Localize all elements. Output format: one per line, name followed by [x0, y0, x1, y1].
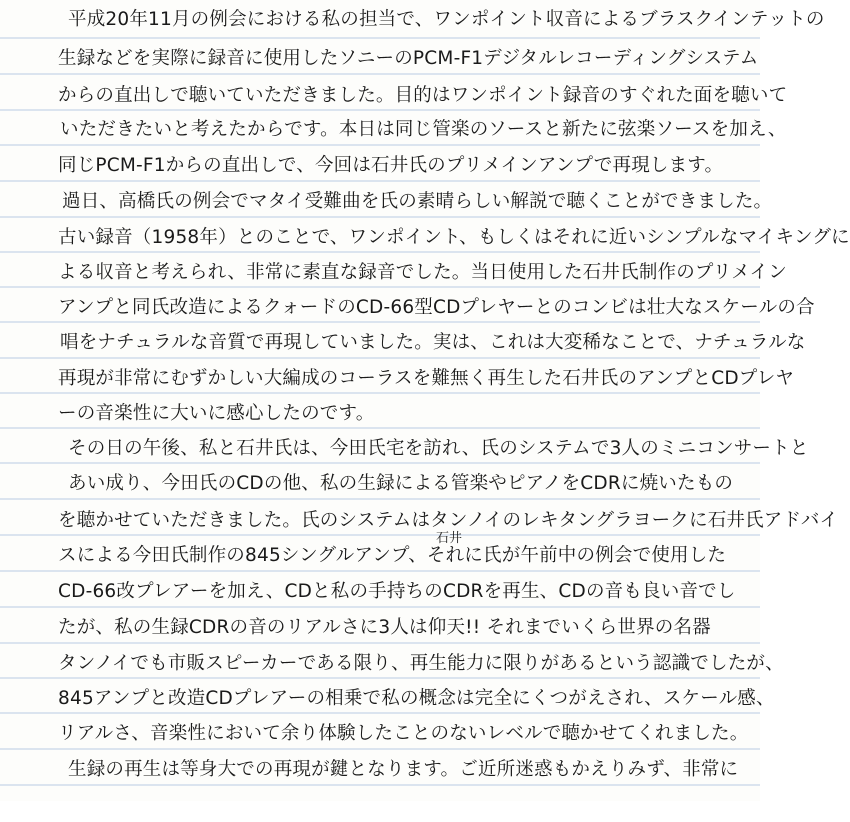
text-line: 平成20年11月の例会における私の担当で、ワンポイント収音によるブラスクインテットの [68, 9, 825, 30]
text-line: 生録の再生は等身大での再現が鍵となります。ご近所迷惑もかえりみず、非常に [68, 759, 739, 780]
text-line [0, 790, 818, 822]
text-line: 生録などを実際に録音に使用したソニーのPCM-F1デジタルレコーディングシステム [58, 48, 759, 69]
text-line: たが、私の生録CDRの音のリアルさに3人は仰天!! それまでいくら世界の名器 [58, 617, 711, 638]
text-line: を聴かせていただきました。氏のシステムはタンノイのレキタングラヨークに石井氏アドバイ [58, 510, 839, 531]
text-line: いただきたいと考えたからです。本日は同じ管楽のソースと新たに弦楽ソースを加え、 [60, 119, 787, 140]
inserted-annotation: 石井 [436, 531, 463, 546]
text-line: よる収音と考えられ、非常に素直な録音でした。当日使用した石井氏制作のプリメイン [58, 262, 787, 283]
text-line: 再現が非常にむずかしい大編成のコーラスを難無く再生した石井氏のアンプとCDプレヤ [58, 368, 795, 389]
text-line: からの直出しで聴いていただきました。目的はワンポイント録音のすぐれた面を聴いて [58, 85, 788, 106]
text-line: 845アンプと改造CDプレアーの相乗で私の概念は完全にくつがえされ、スケール感、 [58, 688, 775, 709]
text-line: ーの音楽性に大いに感心したのです。 [58, 403, 375, 424]
text-line: 過日、高橋氏の例会でマタイ受難曲を氏の素晴らしい解説で聴くことができました。 [62, 191, 773, 212]
text-line: アンプと同氏改造によるクォードのCD-66型CDプレヤーとのコンビは壮大なスケールの合 [58, 297, 815, 318]
text-line: CD-66改プレアーを加え、CDと私の手持ちのCDRを再生、CDの音も良い音でし [58, 581, 736, 602]
text-line: リアルさ、音楽性において余り体験したことのないレベルで聴かせてくれました。 [58, 723, 749, 744]
text-line: 古い録音（1958年）とのことで、ワンポイント、もしくはそれに近いシンプルなマイキングに [58, 227, 850, 248]
text-line: タンノイでも市販スピーカーである限り、再生能力に限りがあるという認識でしたが、 [58, 653, 784, 674]
text-line: その日の午後、私と石井氏は、今田氏宅を訪れ、氏のシステムで3人のミニコンサートと [68, 438, 809, 459]
text-line: あい成り、今田氏のCDの他、私の生録による管楽やピアノをCDRに焼いたもの [68, 473, 734, 494]
text-line: 同じPCM-F1からの直出しで、今回は石井氏のプリメインアンプで再現します。 [58, 155, 724, 176]
text-line: 唱をナチュラルな音質で再現していました。実は、これは大変稀なことで、ナチュラルな [60, 332, 806, 353]
text-line: スによる今田氏制作の845シングルアンプ、それに氏が午前中の例会で使用した [58, 545, 727, 566]
